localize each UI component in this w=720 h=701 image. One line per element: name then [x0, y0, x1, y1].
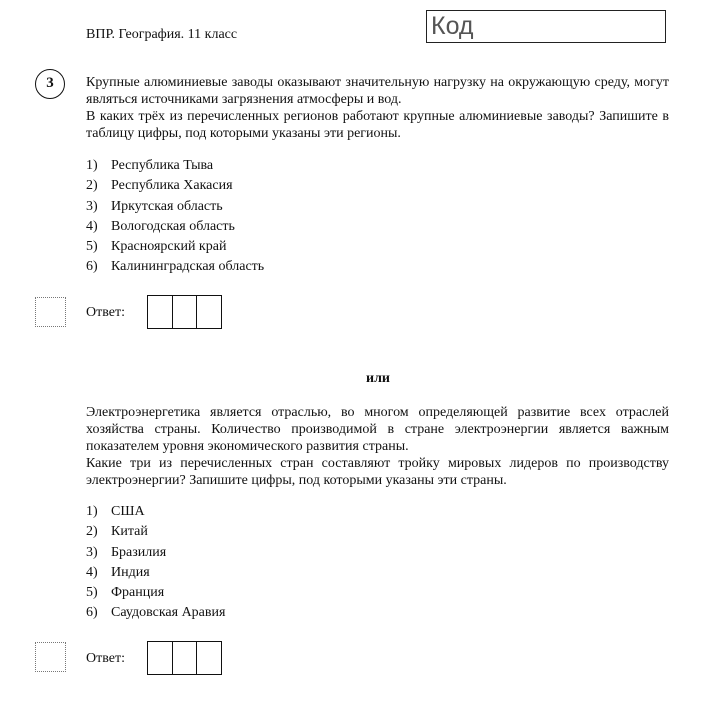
task-part2-intro: Электроэнергетика является отраслью, во многом определяющей развитие всех отраслей хозяйства страны. Количество производимой в стране электроэнергии является важным показателем уровня экономического развития страны.	[86, 405, 669, 454]
answer-cell-1[interactable]	[148, 296, 173, 328]
option-item: 1) США	[86, 504, 145, 519]
option-item: 5) Франция	[86, 585, 165, 601]
answer-cell-3[interactable]	[197, 642, 221, 674]
task-part1-intro: Крупные алюминиевые заводы оказывают значительную нагрузку на окружающую среду, могут являться источниками загрязнения атмосферы и вод.	[86, 75, 669, 107]
option-item: 2) Республика Хакасия	[86, 178, 233, 194]
task-part2-text	[86, 404, 669, 489]
answer-cell-2[interactable]	[173, 296, 198, 328]
option-item: 4) Индия	[86, 564, 150, 580]
option-item: 3) Иркутская область	[86, 198, 223, 214]
answer-cells	[147, 641, 222, 675]
option-item: 6) Калининградская область	[86, 259, 265, 275]
answer-cells	[147, 295, 222, 329]
score-box	[35, 642, 66, 672]
task-part2-question: Какие три из перечисленных стран составляют тройку мировых лидеров по производству электроэнергии? Запишите цифры, под которыми указаны эти страны.	[86, 456, 669, 488]
task-part2-options	[86, 502, 225, 624]
score-box	[35, 297, 66, 327]
option-item: 6) Саудовская Аравия	[86, 605, 226, 621]
task-part1-text	[86, 74, 669, 142]
answer-label: Ответ:	[86, 651, 125, 666]
task-part1-question: В каких трёх из перечисленных регионов работают крупные алюминиевые заводы? Запишите в таблицу цифры, под которыми указаны эти регионы.	[86, 109, 669, 141]
task-number-badge: 3	[35, 69, 65, 99]
option-item: 3) Бразилия	[86, 544, 167, 560]
task-part1-options	[86, 156, 264, 278]
answer-cell-2[interactable]	[173, 642, 198, 674]
answer-cell-3[interactable]	[197, 296, 221, 328]
answer-label: Ответ:	[86, 305, 125, 320]
answer-cell-1[interactable]	[148, 642, 173, 674]
or-separator: или	[366, 371, 390, 386]
option-item: 2) Китай	[86, 524, 148, 540]
code-field[interactable]: Код	[426, 10, 666, 43]
option-item: 5) Красноярский край	[86, 239, 227, 255]
option-item: 4) Вологодская область	[86, 218, 235, 234]
option-item: 1) Республика Тыва	[86, 158, 214, 173]
page-header-title: ВПР. География. 11 класс	[86, 27, 238, 42]
